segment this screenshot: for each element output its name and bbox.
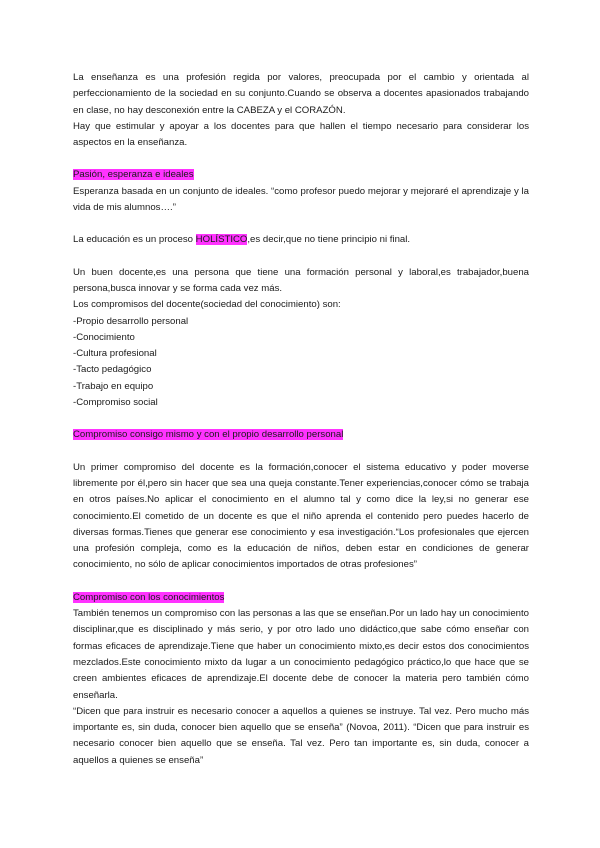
intro-paragraph-2: Hay que estimular y apoyar a los docentes para que hallen el tiempo necesario para considerar los aspectos en la enseñanza. — [73, 120, 529, 149]
intro-paragraph: La enseñanza es una profesión regida por valores, preocupada por el cambio y orientada al perfeccionamiento de la sociedad en su conjunto.Cuando se observa a docentes apasionados trabajando en clase, no hay desconexión entre la CABEZA y el CORAZÓN. — [73, 72, 529, 116]
compromisos-title: Los compromisos del docente(sociedad del conocimiento) son: — [73, 299, 341, 311]
compromisos-list — [73, 314, 529, 412]
heading-consigo — [73, 427, 529, 443]
highlight-heading-consigo: Compromiso consigo mismo y con el propio desarrollo personal — [73, 429, 344, 441]
list-item: -Compromiso social — [73, 397, 158, 409]
heading-pasion — [73, 167, 529, 183]
highlight-heading-pasion: Pasión, esperanza e ideales — [73, 169, 194, 181]
holistico-paragraph: La educación es un proceso HOLÍSTICO,es decir,que no tiene principio ni final. — [73, 234, 411, 246]
consigo-paragraph: Un primer compromiso del docente es la formación,conocer el sistema educativo y poder moverse libremente por él,pero sin hacer que sea una queja constante.Tener experiencias,conocer cómo se trabaja en otros países.No aplicar el conocimiento en el alumno tal y como dice la ley,si no generar ese conocimiento.El cometido de un docente es que el niño aprenda el contenido pero puedes hacerlo de diversas formas.Tienes que generar ese conocimiento y esa investigación.“Los profesionales que ejercen una profesión compleja, como es la educación de niños, deben estar en condiciones de generar conocimiento, no sólo de aplicar conocimientos importados de otras profesiones” — [73, 461, 529, 571]
list-item: -Conocimiento — [73, 331, 135, 343]
list-item: -Propio desarrollo personal — [73, 315, 189, 327]
buen-docente-paragraph: Un buen docente,es una persona que tiene una formación personal y laboral,es trabajador,buena persona,busca innovar y se forma cada vez más. — [73, 266, 529, 294]
list-item: -Trabajo en equipo — [73, 380, 154, 392]
list-item: -Tacto pedagógico — [73, 364, 152, 376]
list-item: -Cultura profesional — [73, 348, 157, 360]
quote-paragraph: “Dicen que para instruir es necesario conocer a aquellos a quienes se instruye. Tal vez. Pero mucho más importante es, sin duda, conocer bien aquello que se enseña” (Novoa, 2011). “Dicen que para instruir es necesario conocer bien aquello que se enseña. Tal vez. Pero tan importante es, sin duda, conocer a aquellos a quienes se enseña” — [73, 705, 529, 766]
conocimientos-paragraph: También tenemos un compromiso con las personas a las que se enseñan.Por un lado hay un conocimiento disciplinar,que es disciplinado y más serio, y por otro lado uno didáctico,que sabe cómo enseñar con formas eficaces de aprendizaje.Tiene que haber un conocimiento mixto,es decir estos dos conocimientos mezclados.Este conocimiento mixto da lugar a un conocimiento pedagógico práctico,lo que hace que se creen ambientes eficaces de aprendizaje.El docente debe de conocer la materia pero también cómo enseñarla. — [73, 608, 529, 701]
highlight-heading-conocimientos: Compromiso con los conocimientos — [73, 591, 225, 603]
highlight-holistico: HOLÍSTICO — [195, 234, 248, 246]
document-page — [73, 70, 529, 769]
esperanza-paragraph: Esperanza basada en un conjunto de ideales. “como profesor puedo mejorar y mejoraré el aprendizaje y la vida de mis alumnos….” — [73, 185, 529, 214]
heading-conocimientos — [73, 590, 529, 606]
